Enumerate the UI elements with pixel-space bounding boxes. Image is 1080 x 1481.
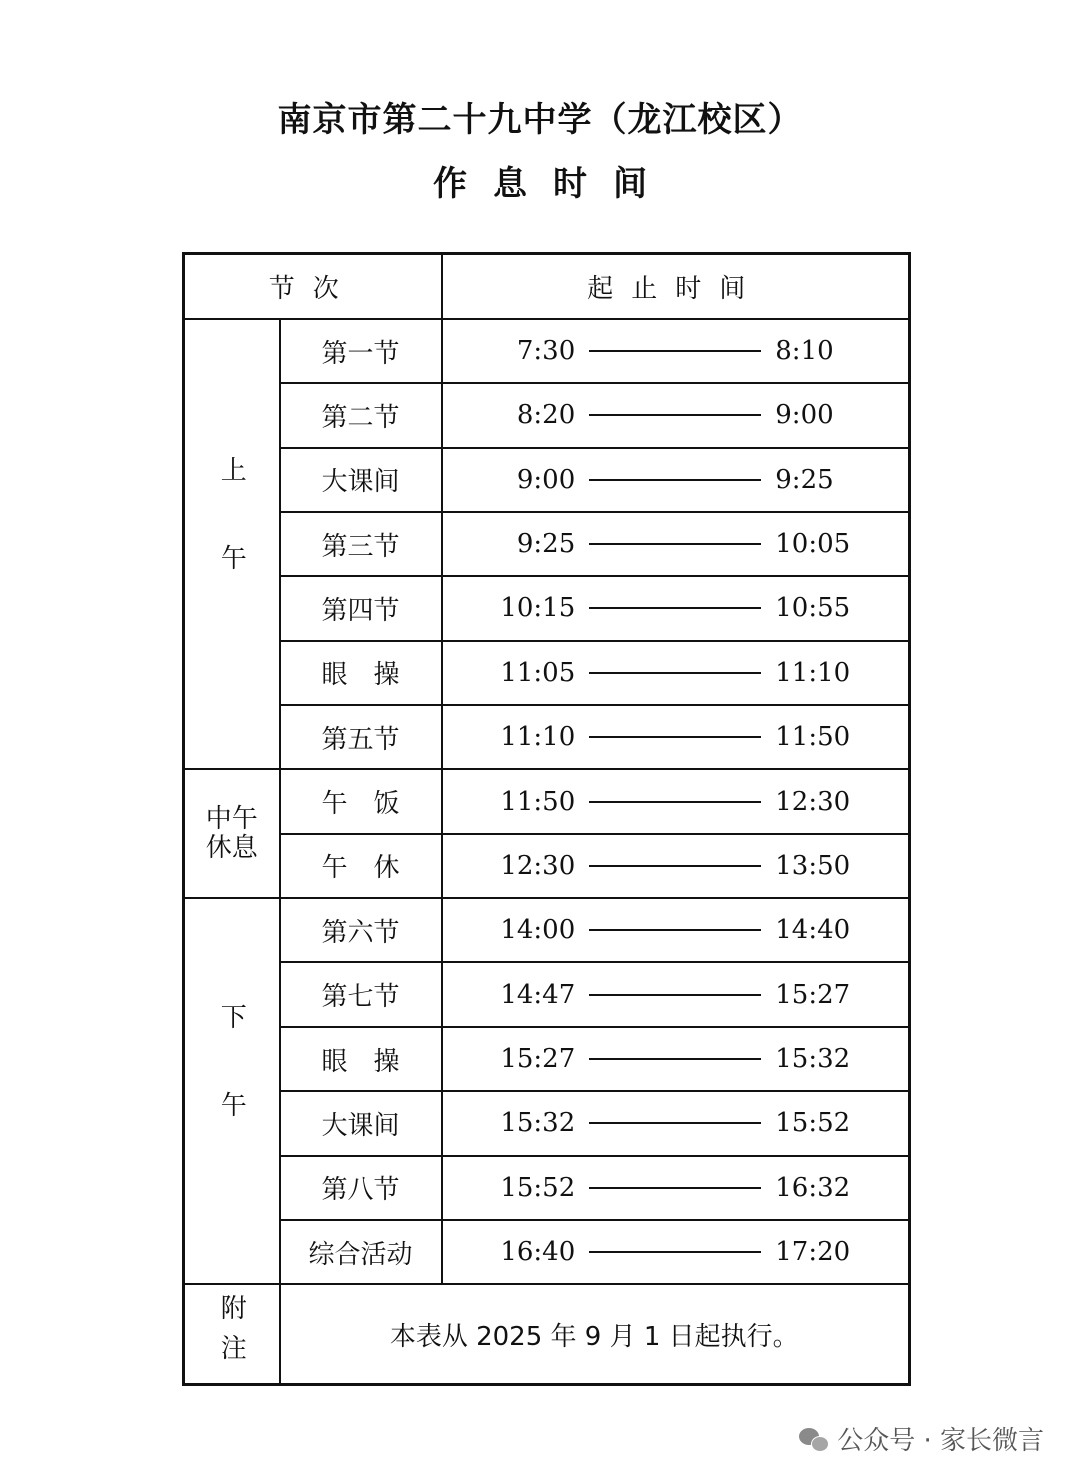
end-time: 14:40 [775,915,851,946]
table-row [184,962,910,1026]
end-time: 15:27 [775,979,851,1010]
start-time: 14:00 [500,915,576,946]
dash-line [589,1058,761,1060]
dash-line [589,1187,761,1189]
period-label: 大课间 [280,1091,442,1155]
table-row [184,1027,910,1091]
watermark [799,1420,1044,1457]
period-label: 午 饭 [280,769,442,833]
dash-line [589,350,761,352]
document-title: 南京市第二十九中学（龙江校区） [277,100,803,140]
dash-line [589,1122,761,1124]
time-range [442,898,910,962]
end-time: 15:32 [775,1044,851,1074]
wechat-icon [799,1426,829,1452]
period-label: 眼 操 [280,1027,442,1091]
end-time: 9:25 [775,464,834,495]
header-time: 起止时间 [442,254,910,319]
dash-line [589,479,761,481]
table-row [184,898,910,962]
table-row [184,319,910,383]
document-subtitle: 作息时间 [433,164,673,204]
note-label: 附注 [184,1284,280,1384]
time-range [442,576,910,640]
end-time: 17:20 [775,1237,851,1268]
period-label: 眼 操 [280,641,442,705]
time-range [442,962,910,1026]
table-row [184,1156,910,1220]
start-time: 7:30 [516,336,576,367]
end-time: 16:32 [775,1172,851,1203]
end-time: 11:10 [775,657,851,688]
period-label: 第一节 [280,319,442,383]
group-noon-label: 中午休息 [205,804,258,863]
dash-line [589,414,761,416]
start-time: 14:47 [500,979,576,1010]
end-time: 9:00 [775,400,834,431]
time-range [442,319,910,383]
period-label: 第八节 [280,1156,442,1220]
dash-line [589,736,761,738]
schedule-table [182,252,911,1386]
group-morning: 上午 [184,319,280,770]
time-range [442,1091,910,1155]
end-time: 12:30 [775,786,851,817]
period-label: 第六节 [280,898,442,962]
dash-line [589,929,761,931]
dash-line [589,994,761,996]
table-row [184,834,910,898]
table-row [184,448,910,512]
period-label: 第三节 [280,512,442,576]
time-range [442,705,910,769]
period-label: 第二节 [280,383,442,447]
group-noon [184,769,280,898]
start-time: 9:00 [516,464,576,495]
watermark-text: 公众号 · 家长微言 [837,1426,1044,1456]
time-range [442,512,910,576]
time-range [442,834,910,898]
period-label: 综合活动 [280,1220,442,1284]
end-time: 13:50 [775,850,851,881]
period-label: 第五节 [280,705,442,769]
header-period: 节次 [184,254,442,319]
table-row [184,641,910,705]
time-range [442,383,910,447]
dash-line [589,865,761,867]
end-time: 10:55 [775,593,851,624]
start-time: 11:10 [500,722,576,753]
note-text: 本表从 2025 年 9 月 1 日起执行。 [280,1284,910,1384]
start-time: 11:50 [500,786,576,817]
table-row [184,1091,910,1155]
time-range [442,448,910,512]
start-time: 15:32 [500,1108,576,1139]
table-row [184,576,910,640]
period-label: 第四节 [280,576,442,640]
start-time: 8:20 [516,400,576,431]
table-row [184,705,910,769]
time-range [442,769,910,833]
table-row [184,512,910,576]
period-label: 大课间 [280,448,442,512]
dash-line [589,1251,761,1253]
start-time: 10:15 [500,593,576,624]
period-label: 午 休 [280,834,442,898]
end-time: 8:10 [775,336,834,367]
start-time: 16:40 [500,1237,576,1268]
start-time: 12:30 [500,850,576,881]
dash-line [589,801,761,803]
dash-line [589,607,761,609]
time-range [442,1220,910,1284]
period-label: 第七节 [280,962,442,1026]
end-time: 11:50 [775,722,851,753]
table-row [184,1220,910,1284]
dash-line [589,543,761,545]
time-range [442,641,910,705]
end-time: 10:05 [775,529,851,560]
table-row [184,769,910,833]
start-time: 15:27 [500,1044,576,1074]
dash-line [589,672,761,674]
time-range [442,1027,910,1091]
start-time: 15:52 [500,1172,576,1203]
end-time: 15:52 [775,1108,851,1139]
start-time: 11:05 [500,657,576,688]
start-time: 9:25 [516,529,576,560]
table-header-row [184,254,910,319]
group-afternoon: 下午 [184,898,280,1284]
table-row [184,383,910,447]
note-row [184,1284,910,1384]
time-range [442,1156,910,1220]
